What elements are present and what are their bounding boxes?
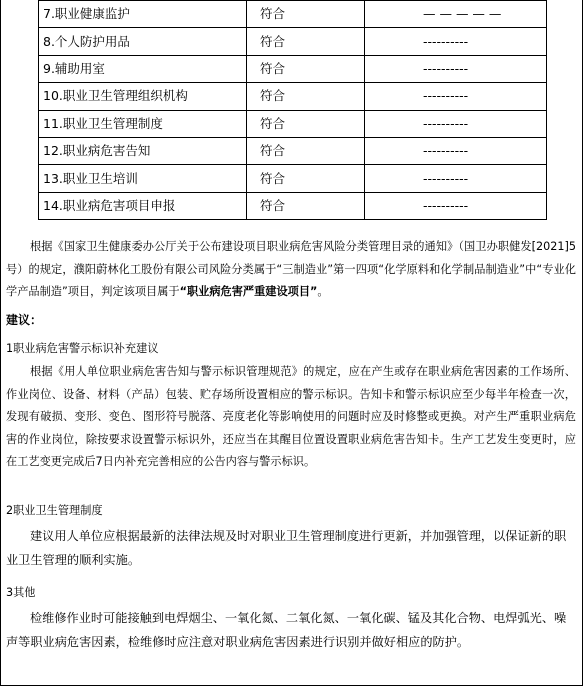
status-cell: 符合 [247, 165, 365, 192]
section-2-heading: 2职业卫生管理制度 [6, 504, 103, 517]
status-cell: 符合 [247, 192, 365, 219]
status-cell: 符合 [247, 83, 365, 110]
item-name-cell: 14.职业病危害项目申报 [39, 192, 247, 219]
section-1-heading: 1职业病危害警示标识补充建议 [6, 342, 159, 355]
status-cell: 符合 [247, 55, 365, 82]
item-name-cell: 12.职业病危害告知 [39, 137, 247, 164]
section-1-body: 根据《用人单位职业病危害告知与警示标识管理规范》的规定，应在产生或存在职业病危害因素的工作场所、作业岗位、设备、材料（产品）包装、贮存场所设置相应的警示标识。告知卡和警示标识应至少每半年检查一次，发现有破损、变形、变色、图形符号脱落、亮度老化等影响使用的问题时应及时修整或更换。对产生严重职业病危害的作业岗位，除按要求设置警示标识外，还应当在其醒目位置设置职业病危害告知卡。生产工艺发生变更时，应在工艺变更完成后7日内补充完善相应的公告内容与警示标识。 [6, 365, 576, 468]
section-3-heading: 3其他 [6, 586, 36, 599]
status-cell: 符合 [247, 28, 365, 55]
item-name-cell: 13.职业卫生培训 [39, 165, 247, 192]
note-cell: ---------- [365, 110, 547, 137]
conclusion-end: 。 [317, 285, 329, 298]
status-cell: 符合 [247, 1, 365, 28]
note-cell: ---------- [365, 192, 547, 219]
table-row [39, 110, 547, 137]
table-row [39, 165, 547, 192]
status-cell: 符合 [247, 110, 365, 137]
note-cell: ---------- [365, 55, 547, 82]
table-row [39, 137, 547, 164]
section-2-body: 建议用人单位应根据最新的法律法规及时对职业卫生管理制度进行更新，并加强管理，以保证新的职业卫生管理的顺利实施。 [6, 529, 567, 567]
status-cell: 符合 [247, 137, 365, 164]
table-row [39, 55, 547, 82]
conclusion-text: 根据《国家卫生健康委办公厅关于公布建设项目职业病危害风险分类管理目录的通知》（国卫办职健发[2021]5号）的规定，濮阳蔚林化工股份有限公司风险分类属于“三制造业”第一四项“化学原料和化学制品制造业”中“专业化学产品制造”项目，判定该项目属于 [6, 240, 576, 298]
conclusion-paragraph [6, 236, 576, 304]
item-name-cell: 8.个人防护用品 [39, 28, 247, 55]
item-name-cell: 11.职业卫生管理制度 [39, 110, 247, 137]
table-row [39, 28, 547, 55]
table-row [39, 83, 547, 110]
item-name-cell: 7.职业健康监护 [39, 1, 247, 28]
table-row [39, 192, 547, 219]
evaluation-table [38, 0, 547, 220]
item-name-cell: 9.辅助用室 [39, 55, 247, 82]
conclusion-emphasis: “职业病危害严重建设项目” [179, 285, 318, 298]
note-cell: ---------- [365, 28, 547, 55]
suggestion-title: 建议： [6, 313, 43, 327]
note-cell: ---------- [365, 137, 547, 164]
item-name-cell: 10.职业卫生管理组织机构 [39, 83, 247, 110]
section-3-body: 检维修作业时可能接触到电焊烟尘、一氧化氮、二氧化氮、一氧化碳、锰及其化合物、电焊弧光、噪声等职业病危害因素，检维修时应注意对职业病危害因素进行识别并做好相应的防护。 [6, 611, 567, 649]
note-cell: ---------- [365, 83, 547, 110]
table-row [39, 1, 547, 28]
note-cell: ---------- [365, 165, 547, 192]
note-cell: — — — — — [365, 1, 547, 28]
